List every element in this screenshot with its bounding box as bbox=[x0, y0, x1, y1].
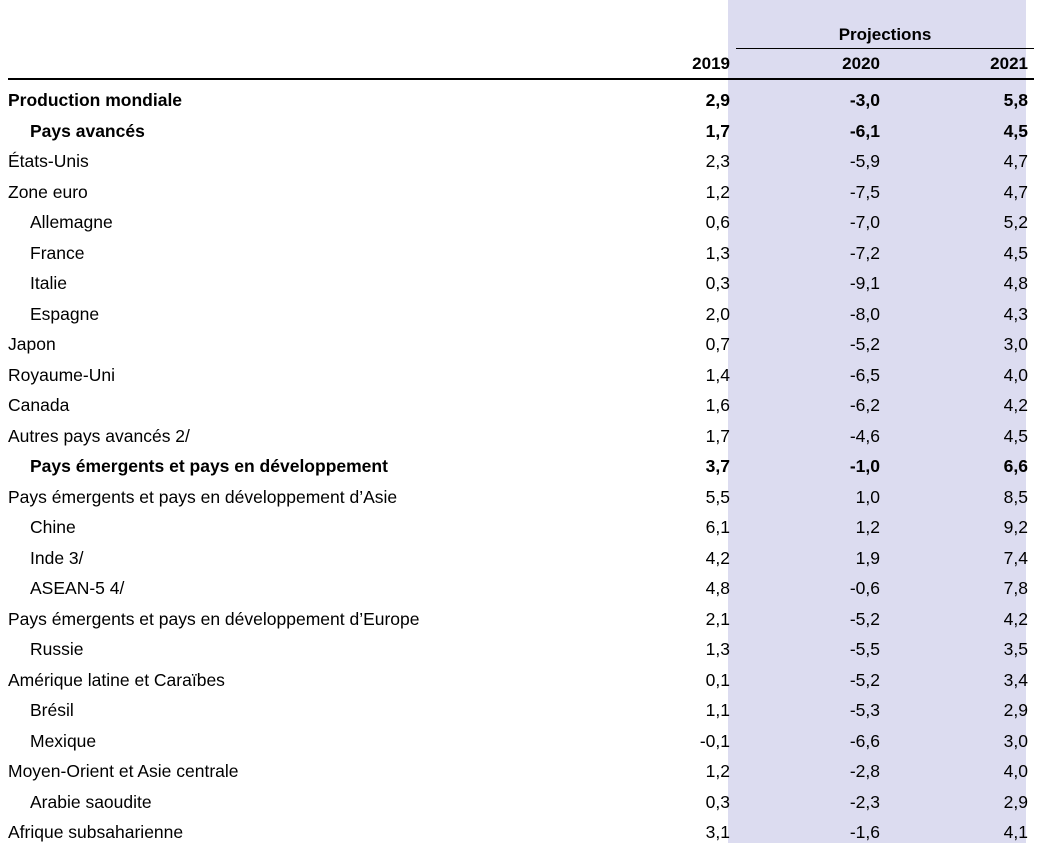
row-value-2021: 7,8 bbox=[1003, 578, 1028, 598]
table-row bbox=[8, 141, 1034, 172]
row-value-2020: -4,6 bbox=[849, 425, 880, 446]
row-value-2019: 2,9 bbox=[705, 90, 730, 110]
header-year-2020: 2020 bbox=[736, 49, 886, 80]
header-row-years bbox=[8, 49, 1034, 80]
row-value-2020: 1,2 bbox=[855, 517, 880, 537]
header-row-projections bbox=[8, 0, 1034, 49]
table-row bbox=[8, 477, 1034, 508]
row-value-2021: 4,2 bbox=[1003, 608, 1028, 629]
row-value-2020: -6,6 bbox=[849, 730, 880, 751]
header-year-2019: 2019 bbox=[668, 49, 736, 80]
table-row bbox=[8, 79, 1034, 111]
table-row bbox=[8, 355, 1034, 386]
row-value-2020: -1,6 bbox=[849, 822, 880, 842]
table-row bbox=[8, 416, 1034, 447]
row-value-2019: 1,4 bbox=[705, 364, 730, 385]
row-value-2021: 4,5 bbox=[1003, 242, 1028, 263]
row-value-2020: -5,2 bbox=[849, 608, 880, 629]
row-label: Russie bbox=[30, 639, 84, 659]
table-row bbox=[8, 660, 1034, 691]
row-value-2019: 0,3 bbox=[705, 273, 730, 293]
row-value-2021: 2,9 bbox=[1003, 700, 1028, 720]
row-value-2020: -5,3 bbox=[849, 700, 880, 720]
row-value-2019: 0,7 bbox=[705, 334, 730, 354]
row-label: Zone euro bbox=[8, 181, 88, 202]
row-value-2019: 1,2 bbox=[705, 761, 730, 781]
table-row bbox=[8, 721, 1034, 752]
row-value-2019: 2,1 bbox=[705, 608, 730, 629]
table-row bbox=[8, 568, 1034, 599]
row-label: Arabie saoudite bbox=[30, 791, 152, 812]
row-value-2021: 3,0 bbox=[1003, 730, 1028, 751]
table-row bbox=[8, 690, 1034, 721]
table-row bbox=[8, 782, 1034, 813]
row-value-2020: -5,5 bbox=[849, 639, 880, 659]
row-value-2021: 4,5 bbox=[1003, 120, 1028, 141]
row-label: Italie bbox=[30, 273, 67, 293]
row-value-2021: 5,8 bbox=[1003, 90, 1028, 110]
row-label: Pays émergents et pays en développement d’Asie bbox=[8, 486, 398, 507]
row-value-2019: 1,6 bbox=[705, 395, 730, 415]
table-row bbox=[8, 629, 1034, 660]
row-value-2020: 1,0 bbox=[855, 486, 880, 507]
header-projections-label: Projections bbox=[736, 0, 1034, 49]
row-value-2019: 2,0 bbox=[705, 303, 730, 324]
table-row bbox=[8, 446, 1034, 477]
row-label: France bbox=[30, 242, 85, 263]
table-row bbox=[8, 385, 1034, 416]
header-spacer-2019 bbox=[668, 0, 736, 49]
table-row bbox=[8, 202, 1034, 233]
table-row bbox=[8, 172, 1034, 203]
row-label: Afrique subsaharienne bbox=[8, 822, 184, 842]
row-value-2020: -3,0 bbox=[849, 90, 880, 110]
row-label: ASEAN-5 4/ bbox=[30, 578, 125, 598]
row-value-2021: 4,1 bbox=[1003, 822, 1028, 842]
row-label: Moyen-Orient et Asie centrale bbox=[8, 761, 239, 781]
row-value-2019: 1,2 bbox=[705, 181, 730, 202]
row-value-2019: 1,7 bbox=[705, 120, 730, 141]
table-row bbox=[8, 599, 1034, 630]
row-value-2019: 1,1 bbox=[705, 700, 730, 720]
row-value-2020: -6,1 bbox=[849, 120, 880, 141]
row-value-2019: -0,1 bbox=[699, 730, 730, 751]
table-row bbox=[8, 111, 1034, 142]
header-spacer bbox=[8, 0, 668, 49]
row-value-2019: 4,2 bbox=[705, 547, 730, 568]
row-label: Brésil bbox=[30, 700, 74, 720]
row-label: Pays émergents et pays en développement d’Europe bbox=[8, 608, 420, 629]
table-row bbox=[8, 324, 1034, 355]
economic-outlook-table bbox=[8, 0, 1034, 843]
row-value-2020: 1,9 bbox=[855, 547, 880, 568]
table-row bbox=[8, 507, 1034, 538]
row-value-2019: 0,1 bbox=[705, 669, 730, 690]
row-value-2019: 0,3 bbox=[705, 791, 730, 812]
row-value-2020: -7,2 bbox=[849, 242, 880, 263]
row-value-2021: 4,0 bbox=[1003, 761, 1028, 781]
row-value-2021: 3,4 bbox=[1003, 669, 1028, 690]
row-value-2020: -1,0 bbox=[849, 456, 880, 476]
row-label: Canada bbox=[8, 395, 70, 415]
row-label: Japon bbox=[8, 334, 56, 354]
row-value-2021: 2,9 bbox=[1003, 791, 1028, 812]
row-value-2020: -9,1 bbox=[849, 273, 880, 293]
row-label: Production mondiale bbox=[8, 90, 183, 110]
table-header bbox=[8, 0, 1034, 79]
row-label: États-Unis bbox=[8, 151, 89, 171]
row-value-2020: -2,3 bbox=[849, 791, 880, 812]
row-value-2020: -6,2 bbox=[849, 395, 880, 415]
row-value-2019: 6,1 bbox=[705, 517, 730, 537]
row-label: Autres pays avancés 2/ bbox=[8, 425, 190, 446]
row-value-2019: 3,1 bbox=[705, 822, 730, 842]
row-value-2020: -2,8 bbox=[849, 761, 880, 781]
row-value-2020: -5,2 bbox=[849, 334, 880, 354]
row-value-2021: 4,5 bbox=[1003, 425, 1028, 446]
row-value-2021: 4,7 bbox=[1003, 151, 1028, 171]
row-value-2019: 4,8 bbox=[705, 578, 730, 598]
row-value-2019: 2,3 bbox=[705, 151, 730, 171]
table-row bbox=[8, 812, 1034, 843]
table-row bbox=[8, 751, 1034, 782]
table-row bbox=[8, 294, 1034, 325]
row-value-2021: 3,5 bbox=[1003, 639, 1028, 659]
table-row bbox=[8, 263, 1034, 294]
row-label: Royaume-Uni bbox=[8, 364, 115, 385]
row-value-2021: 9,2 bbox=[1003, 517, 1028, 537]
row-label: Inde 3/ bbox=[30, 547, 84, 568]
row-value-2019: 5,5 bbox=[705, 486, 730, 507]
table-row bbox=[8, 538, 1034, 569]
row-value-2020: -7,5 bbox=[849, 181, 880, 202]
row-label: Amérique latine et Caraïbes bbox=[8, 669, 225, 690]
row-value-2021: 4,3 bbox=[1003, 303, 1028, 324]
row-label: Espagne bbox=[30, 303, 100, 324]
row-label: Pays émergents et pays en développement bbox=[30, 456, 388, 476]
row-value-2021: 4,2 bbox=[1003, 395, 1028, 415]
row-label: Allemagne bbox=[30, 212, 113, 232]
row-value-2019: 1,3 bbox=[705, 242, 730, 263]
row-value-2021: 4,7 bbox=[1003, 181, 1028, 202]
row-value-2020: -7,0 bbox=[849, 212, 880, 232]
row-value-2019: 1,3 bbox=[705, 639, 730, 659]
row-label: Mexique bbox=[30, 730, 97, 751]
row-value-2021: 5,2 bbox=[1003, 212, 1028, 232]
row-value-2020: -5,9 bbox=[849, 151, 880, 171]
row-value-2020: -6,5 bbox=[849, 364, 880, 385]
header-year-2021: 2021 bbox=[886, 49, 1034, 80]
row-value-2021: 4,8 bbox=[1003, 273, 1028, 293]
row-value-2021: 8,5 bbox=[1003, 486, 1028, 507]
row-value-2021: 3,0 bbox=[1003, 334, 1028, 354]
row-label: Chine bbox=[30, 517, 76, 537]
row-label: Pays avancés bbox=[30, 120, 145, 141]
row-value-2019: 1,7 bbox=[705, 425, 730, 446]
table-body bbox=[8, 79, 1034, 843]
header-blank-label bbox=[8, 49, 668, 80]
row-value-2019: 3,7 bbox=[705, 456, 730, 476]
row-value-2021: 4,0 bbox=[1003, 364, 1028, 385]
row-value-2020: -5,2 bbox=[849, 669, 880, 690]
row-value-2019: 0,6 bbox=[705, 212, 730, 232]
row-value-2021: 7,4 bbox=[1003, 547, 1028, 568]
row-value-2020: -0,6 bbox=[849, 578, 880, 598]
row-value-2021: 6,6 bbox=[1003, 456, 1028, 476]
row-value-2020: -8,0 bbox=[849, 303, 880, 324]
table-row bbox=[8, 233, 1034, 264]
